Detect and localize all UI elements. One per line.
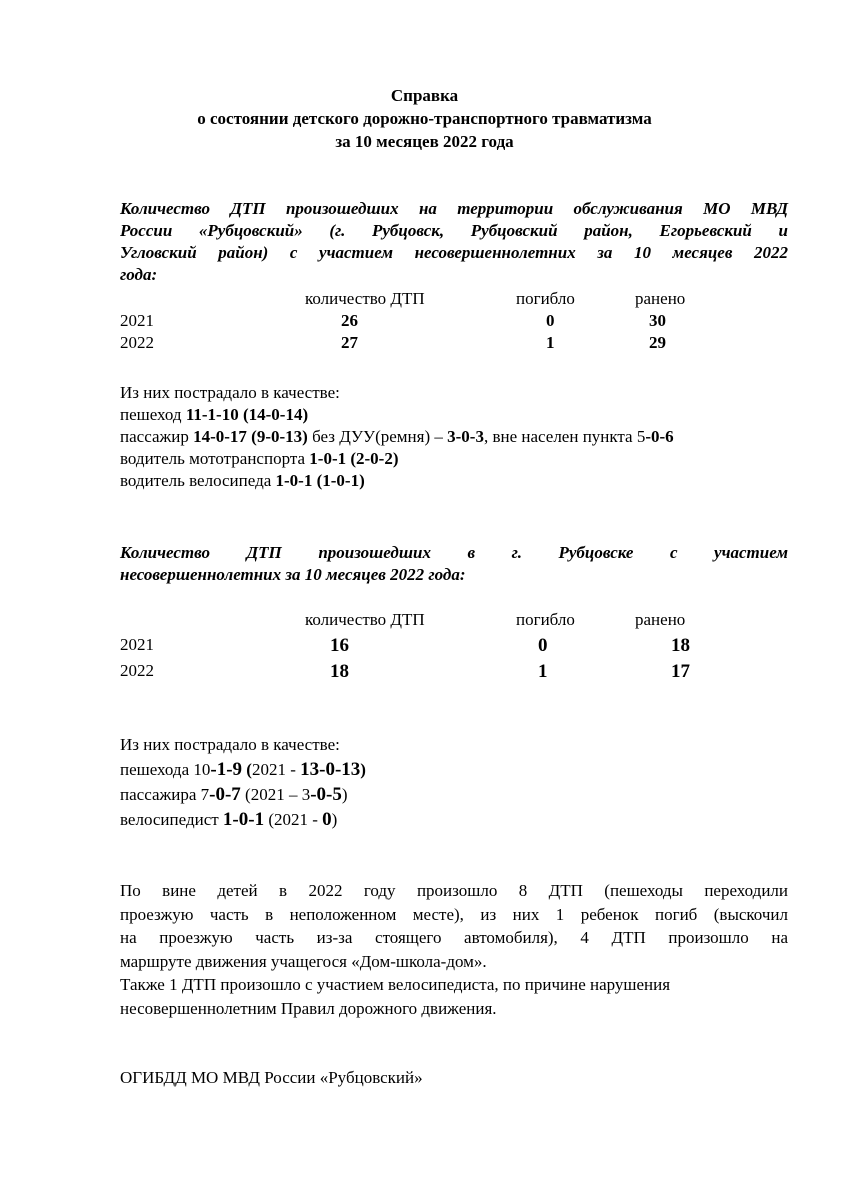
paragraph-line: По вине детей в 2022 году произошло 8 ДТП (пешеходы переходили bbox=[120, 881, 788, 900]
section2-title-line: несовершеннолетних за 10 месяцев 2022 года: bbox=[120, 565, 466, 584]
victim-value: 3-0-3 bbox=[447, 427, 484, 446]
row-year: 2021 bbox=[120, 635, 154, 654]
section1-title bbox=[120, 198, 788, 286]
paragraph-line: Также 1 ДТП произошло с участием велосипедиста, по причине нарушения bbox=[120, 975, 671, 994]
row-year: 2021 bbox=[120, 311, 154, 330]
victim-text: , вне населен пункта bbox=[483, 427, 637, 446]
row-killed: 1 bbox=[538, 661, 548, 682]
section1-title-line: года: bbox=[120, 265, 158, 284]
section2-victims bbox=[120, 732, 800, 832]
row-killed: 0 bbox=[546, 311, 555, 330]
victim-label: пешеход bbox=[120, 405, 186, 424]
victim-value: 11-1-10 (14-0-14) bbox=[185, 405, 309, 424]
victim-pedestrian bbox=[120, 757, 800, 782]
row-year: 2022 bbox=[120, 661, 154, 680]
victim-value: 1-0-1 (1-0-1) bbox=[275, 471, 365, 490]
victim-text: (2021 – 3 bbox=[240, 785, 311, 804]
victim-passenger bbox=[120, 782, 800, 807]
section2-title bbox=[120, 542, 788, 586]
victim-label: велосипедист bbox=[120, 810, 223, 829]
section1-table bbox=[120, 289, 740, 355]
victim-value: -0-5 bbox=[310, 784, 342, 805]
victim-label: пассажира 7 bbox=[120, 785, 210, 804]
row-injured: 30 bbox=[649, 311, 666, 330]
victim-text: ) bbox=[331, 810, 338, 829]
row-year: 2022 bbox=[120, 333, 154, 352]
table-row bbox=[120, 311, 740, 333]
header-period: за 10 месяцев 2022 года bbox=[335, 132, 514, 151]
section1-title-line: Угловский район) с участием несовершеннолетних за 10 месяцев 2022 bbox=[120, 243, 788, 262]
victim-bike bbox=[120, 807, 800, 832]
victim-pedestrian bbox=[120, 404, 800, 426]
table-row bbox=[120, 333, 740, 355]
victim-value: -0-7 bbox=[209, 784, 241, 805]
col-header-injured: ранено bbox=[635, 289, 686, 308]
table-row bbox=[120, 661, 740, 687]
victim-label: водитель мототранспорта bbox=[120, 449, 310, 468]
victim-moto bbox=[120, 448, 800, 470]
section1-title-line: Количество ДТП произошедших на территории обслуживания МО МВД bbox=[120, 199, 788, 218]
victim-passenger bbox=[120, 426, 800, 448]
row-dtp: 16 bbox=[330, 635, 349, 656]
row-injured: 29 bbox=[649, 333, 666, 352]
table-header-row bbox=[120, 610, 740, 635]
victim-text: (2021 - bbox=[264, 810, 323, 829]
paragraph-line: несовершеннолетним Правил дорожного движения. bbox=[120, 998, 497, 1018]
row-injured: 17 bbox=[671, 661, 690, 682]
col-header-killed: погибло bbox=[516, 610, 575, 629]
paragraph-line: на проезжую часть из-за стоящего автомобиля), 4 ДТП произошло на bbox=[120, 928, 788, 947]
victim-text: 2021 - bbox=[251, 760, 301, 779]
section1-victims bbox=[120, 382, 800, 492]
section2-table bbox=[120, 610, 740, 687]
victim-value: 13-0-13 bbox=[300, 759, 361, 780]
victim-text: ) bbox=[341, 785, 348, 804]
header-subtitle: о состоянии детского дорожно-транспортного травматизма bbox=[197, 109, 652, 128]
victim-value: 14-0-17 (9-0-13) bbox=[193, 427, 308, 446]
victim-text: ( bbox=[242, 760, 252, 779]
victim-value: -0-6 bbox=[645, 427, 674, 446]
victim-label: водитель велосипеда bbox=[120, 471, 276, 490]
victim-label: пешехода 10 bbox=[120, 760, 211, 779]
victim-text: ) bbox=[360, 760, 366, 779]
table-header-row bbox=[120, 289, 740, 311]
col-header-dtp: количество ДТП bbox=[305, 289, 425, 308]
document-header bbox=[0, 84, 849, 153]
victim-text: без ДУУ(ремня) – bbox=[307, 427, 448, 446]
summary-paragraph bbox=[120, 879, 788, 1020]
paragraph-line: проезжую часть в неположенном месте), из них 1 ребенок погиб (выскочил bbox=[120, 904, 788, 924]
row-dtp: 27 bbox=[341, 333, 358, 352]
col-header-killed: погибло bbox=[516, 289, 575, 308]
col-header-dtp: количество ДТП bbox=[305, 610, 425, 629]
victim-bike bbox=[120, 470, 800, 492]
row-dtp: 26 bbox=[341, 311, 358, 330]
row-dtp: 18 bbox=[330, 661, 349, 682]
victims-intro: Из них пострадало в качестве: bbox=[120, 735, 340, 754]
section2-title-line: Количество ДТП произошедших в г. Рубцовске с участием bbox=[120, 543, 788, 562]
section1-title-line: России «Рубцовский» (г. Рубцовск, Рубцовский район, Егорьевский и bbox=[120, 221, 788, 240]
col-header-injured: ранено bbox=[635, 610, 686, 629]
table-row bbox=[120, 635, 740, 661]
row-killed: 0 bbox=[538, 635, 548, 656]
paragraph-line: маршруте движения учащегося «Дом-школа-дом». bbox=[120, 951, 487, 971]
victim-value: 1-0-1 (2-0-2) bbox=[309, 449, 399, 468]
signature: ОГИБДД МО МВД России «Рубцовский» bbox=[120, 1068, 423, 1087]
row-killed: 1 bbox=[546, 333, 555, 352]
row-injured: 18 bbox=[671, 635, 690, 656]
victim-label: пассажир bbox=[120, 427, 194, 446]
victim-value: 0 bbox=[322, 809, 332, 830]
victim-value: 5 bbox=[636, 427, 646, 446]
victims-intro: Из них пострадало в качестве: bbox=[120, 383, 340, 402]
header-title: Справка bbox=[390, 86, 459, 105]
victim-value: -1-9 bbox=[210, 759, 243, 780]
victim-value: 1-0-1 bbox=[222, 809, 265, 830]
